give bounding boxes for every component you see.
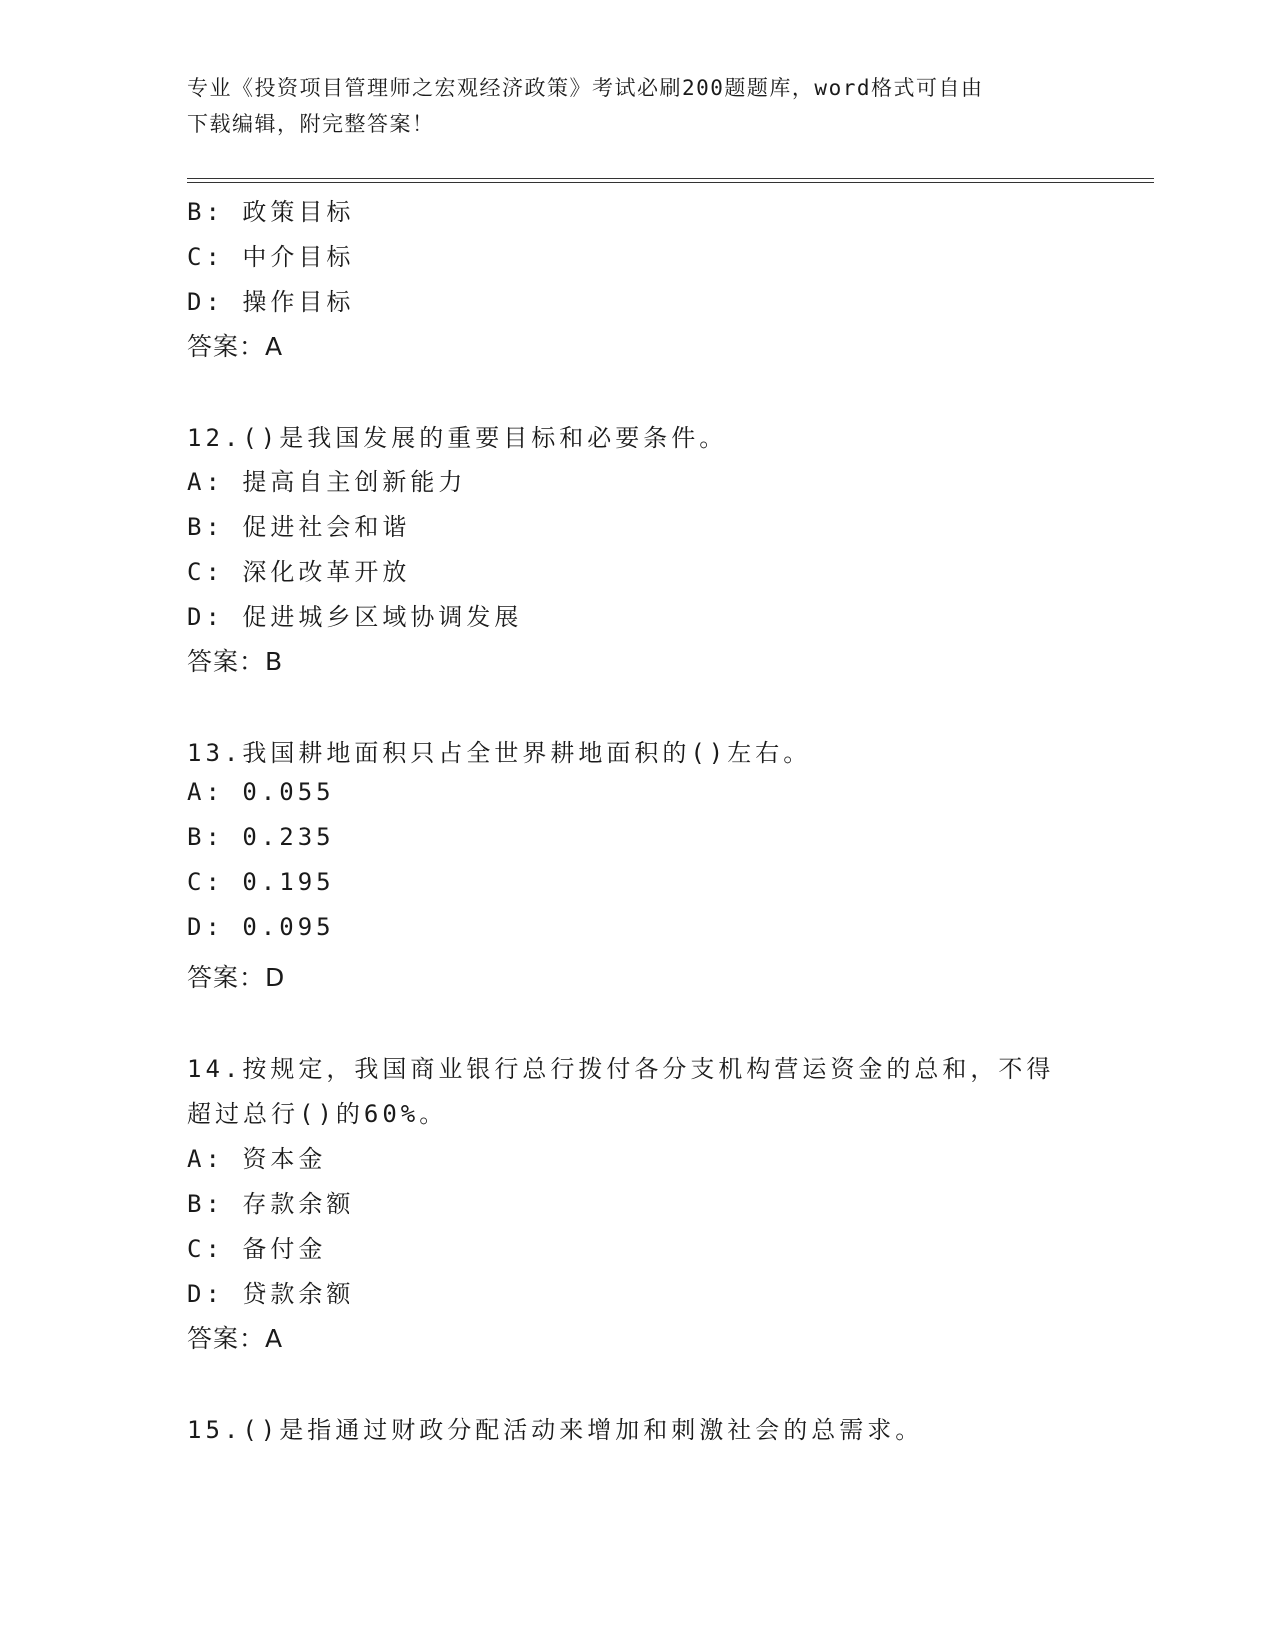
- option-line: D: 促进城乡区域协调发展: [187, 603, 523, 631]
- header-line-2: 下载编辑，附完整答案！: [187, 112, 435, 136]
- option-line: A: 资本金: [187, 1145, 327, 1173]
- answer-line: 答案：D: [187, 963, 286, 992]
- header-line-1: 专业《投资项目管理师之宏观经济政策》考试必刷200题题库，word格式可自由: [187, 76, 984, 100]
- answer-line: 答案：B: [187, 647, 284, 676]
- answer-line: 答案：A: [187, 332, 284, 361]
- question-line: 12.()是我国发展的重要目标和必要条件。: [187, 424, 728, 452]
- header-divider-top: [187, 178, 1154, 179]
- option-line: C: 中介目标: [187, 243, 355, 271]
- option-line: B: 0.235: [187, 823, 335, 851]
- option-line: C: 0.195: [187, 868, 335, 896]
- document-header: [187, 70, 1087, 142]
- answer-line: 答案：A: [187, 1324, 284, 1353]
- option-line: D: 操作目标: [187, 288, 355, 316]
- header-divider-bottom: [187, 182, 1154, 183]
- option-line: C: 深化改革开放: [187, 558, 411, 586]
- option-line: B: 政策目标: [187, 198, 355, 226]
- option-line: C: 备付金: [187, 1235, 327, 1263]
- option-line: A: 0.055: [187, 778, 335, 806]
- option-line: A: 提高自主创新能力: [187, 468, 467, 496]
- question-line: 15.()是指通过财政分配活动来增加和刺激社会的总需求。: [187, 1416, 924, 1444]
- option-line: B: 促进社会和谐: [187, 513, 411, 541]
- question-line: 超过总行()的60%。: [187, 1100, 448, 1128]
- option-line: D: 0.095: [187, 913, 335, 941]
- question-line: 14.按规定，我国商业银行总行拨付各分支机构营运资金的总和，不得: [187, 1055, 1055, 1083]
- question-line: 13.我国耕地面积只占全世界耕地面积的()左右。: [187, 739, 812, 767]
- option-line: B: 存款余额: [187, 1190, 355, 1218]
- option-line: D: 贷款余额: [187, 1280, 355, 1308]
